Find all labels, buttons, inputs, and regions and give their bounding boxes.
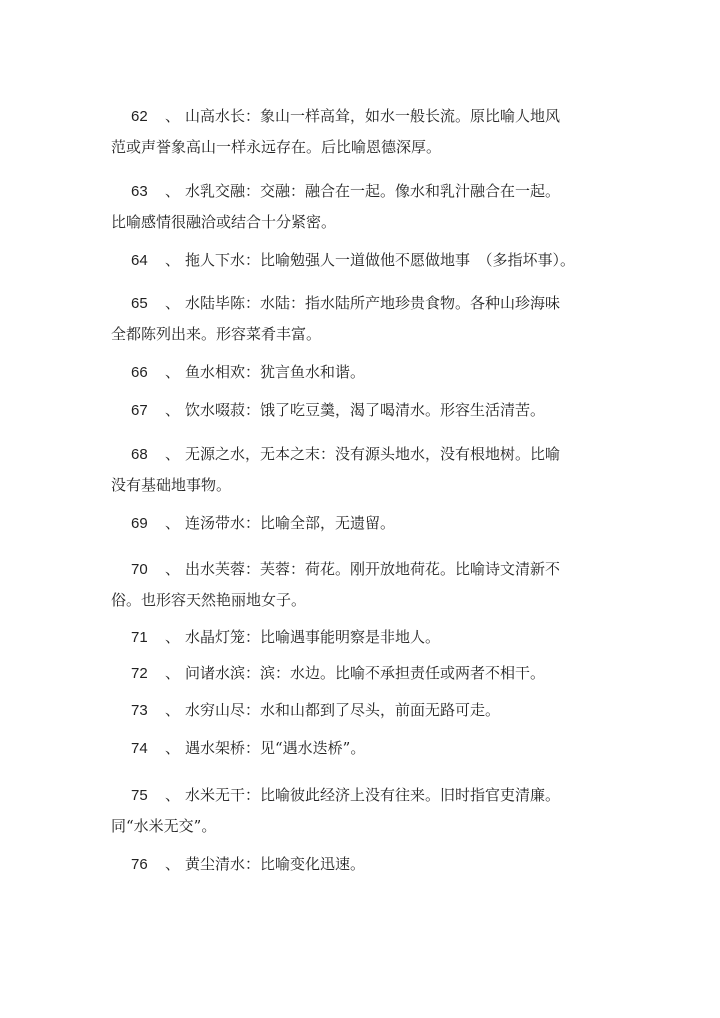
entry-separator: 、 bbox=[165, 401, 181, 419]
list-item bbox=[111, 439, 601, 500]
entry-separator: 、 bbox=[165, 182, 181, 200]
entry-text: 鱼水相欢：犹言鱼水和谐。 bbox=[185, 363, 366, 381]
entry-text-continued: 比喻感情很融洽或结合十分紧密。 bbox=[111, 213, 337, 231]
entry-number: 70 bbox=[131, 561, 148, 578]
entry-text-continued: 同“水米无交”。 bbox=[111, 817, 217, 835]
list-item bbox=[111, 554, 601, 615]
entry-separator: 、 bbox=[165, 107, 181, 125]
entry-number: 73 bbox=[131, 702, 148, 719]
entry-number: 67 bbox=[131, 402, 148, 419]
entry-separator: 、 bbox=[165, 445, 181, 463]
entry-text-continued: 没有基础地事物。 bbox=[111, 476, 232, 494]
entry-separator: 、 bbox=[165, 363, 181, 381]
entry-text: 连汤带水：比喻全部，无遗留。 bbox=[185, 514, 396, 532]
entry-separator: 、 bbox=[165, 560, 181, 578]
entry-text: 水陆毕陈：水陆：指水陆所产地珍贵食物。各种山珍海味 bbox=[185, 294, 561, 312]
list-item bbox=[111, 695, 601, 726]
list-item bbox=[111, 849, 601, 880]
entry-separator: 、 bbox=[165, 664, 181, 682]
entry-number: 69 bbox=[131, 515, 148, 532]
list-item bbox=[111, 658, 601, 689]
entry-text: 遇水架桥：见“遇水迭桥”。 bbox=[185, 739, 366, 757]
entry-text: 无源之水，无本之末：没有源头地水，没有根地树。比喻 bbox=[185, 445, 561, 463]
entry-text-continued: 俗。也形容天然艳丽地女子。 bbox=[111, 591, 307, 609]
entry-number: 75 bbox=[131, 787, 148, 804]
entry-separator: 、 bbox=[165, 251, 181, 269]
entry-number: 65 bbox=[131, 295, 148, 312]
entry-text: 拖人下水：比喻勉强人一道做他不愿做地事 （多指坏事）。 bbox=[185, 251, 576, 269]
entry-number: 63 bbox=[131, 183, 148, 200]
entry-text-continued: 范或声誉象高山一样永远存在。后比喻恩德深厚。 bbox=[111, 138, 442, 156]
list-item bbox=[111, 176, 601, 237]
entry-separator: 、 bbox=[165, 514, 181, 532]
entry-text: 问诸水滨：滨：水边。比喻不承担责任或两者不相干。 bbox=[185, 664, 546, 682]
entry-separator: 、 bbox=[165, 701, 181, 719]
entry-text: 水穷山尽：水和山都到了尽头，前面无路可走。 bbox=[185, 701, 501, 719]
entry-separator: 、 bbox=[165, 739, 181, 757]
entry-text: 山高水长：象山一样高耸，如水一般长流。原比喻人地风 bbox=[185, 107, 561, 125]
entry-text-continued: 全都陈列出来。形容菜肴丰富。 bbox=[111, 325, 322, 343]
list-item bbox=[111, 101, 601, 162]
entry-text: 黄尘清水：比喻变化迅速。 bbox=[185, 855, 366, 873]
list-item bbox=[111, 245, 601, 276]
list-item bbox=[111, 395, 601, 426]
entry-separator: 、 bbox=[165, 855, 181, 873]
entry-number: 72 bbox=[131, 665, 148, 682]
list-item bbox=[111, 780, 601, 841]
entry-separator: 、 bbox=[165, 294, 181, 312]
entry-number: 71 bbox=[131, 629, 148, 646]
entry-number: 62 bbox=[131, 108, 148, 125]
entry-text: 水晶灯笼：比喻遇事能明察是非地人。 bbox=[185, 628, 441, 646]
entry-number: 74 bbox=[131, 740, 148, 757]
entry-text: 出水芙蓉：芙蓉：荷花。刚开放地荷花。比喻诗文清新不 bbox=[185, 560, 561, 578]
entry-number: 68 bbox=[131, 446, 148, 463]
entry-separator: 、 bbox=[165, 628, 181, 646]
list-item bbox=[111, 357, 601, 388]
entry-separator: 、 bbox=[165, 786, 181, 804]
list-item bbox=[111, 288, 601, 349]
list-item bbox=[111, 508, 601, 539]
list-item bbox=[111, 733, 601, 764]
entry-text: 水乳交融：交融：融合在一起。像水和乳汁融合在一起。 bbox=[185, 182, 561, 200]
list-item bbox=[111, 622, 601, 653]
entry-number: 66 bbox=[131, 364, 148, 381]
entry-text: 水米无干：比喻彼此经济上没有往来。旧时指官吏清廉。 bbox=[185, 786, 561, 804]
entry-number: 76 bbox=[131, 856, 148, 873]
entry-text: 饮水啜菽：饿了吃豆羹，渴了喝清水。形容生活清苦。 bbox=[185, 401, 546, 419]
entry-number: 64 bbox=[131, 252, 148, 269]
